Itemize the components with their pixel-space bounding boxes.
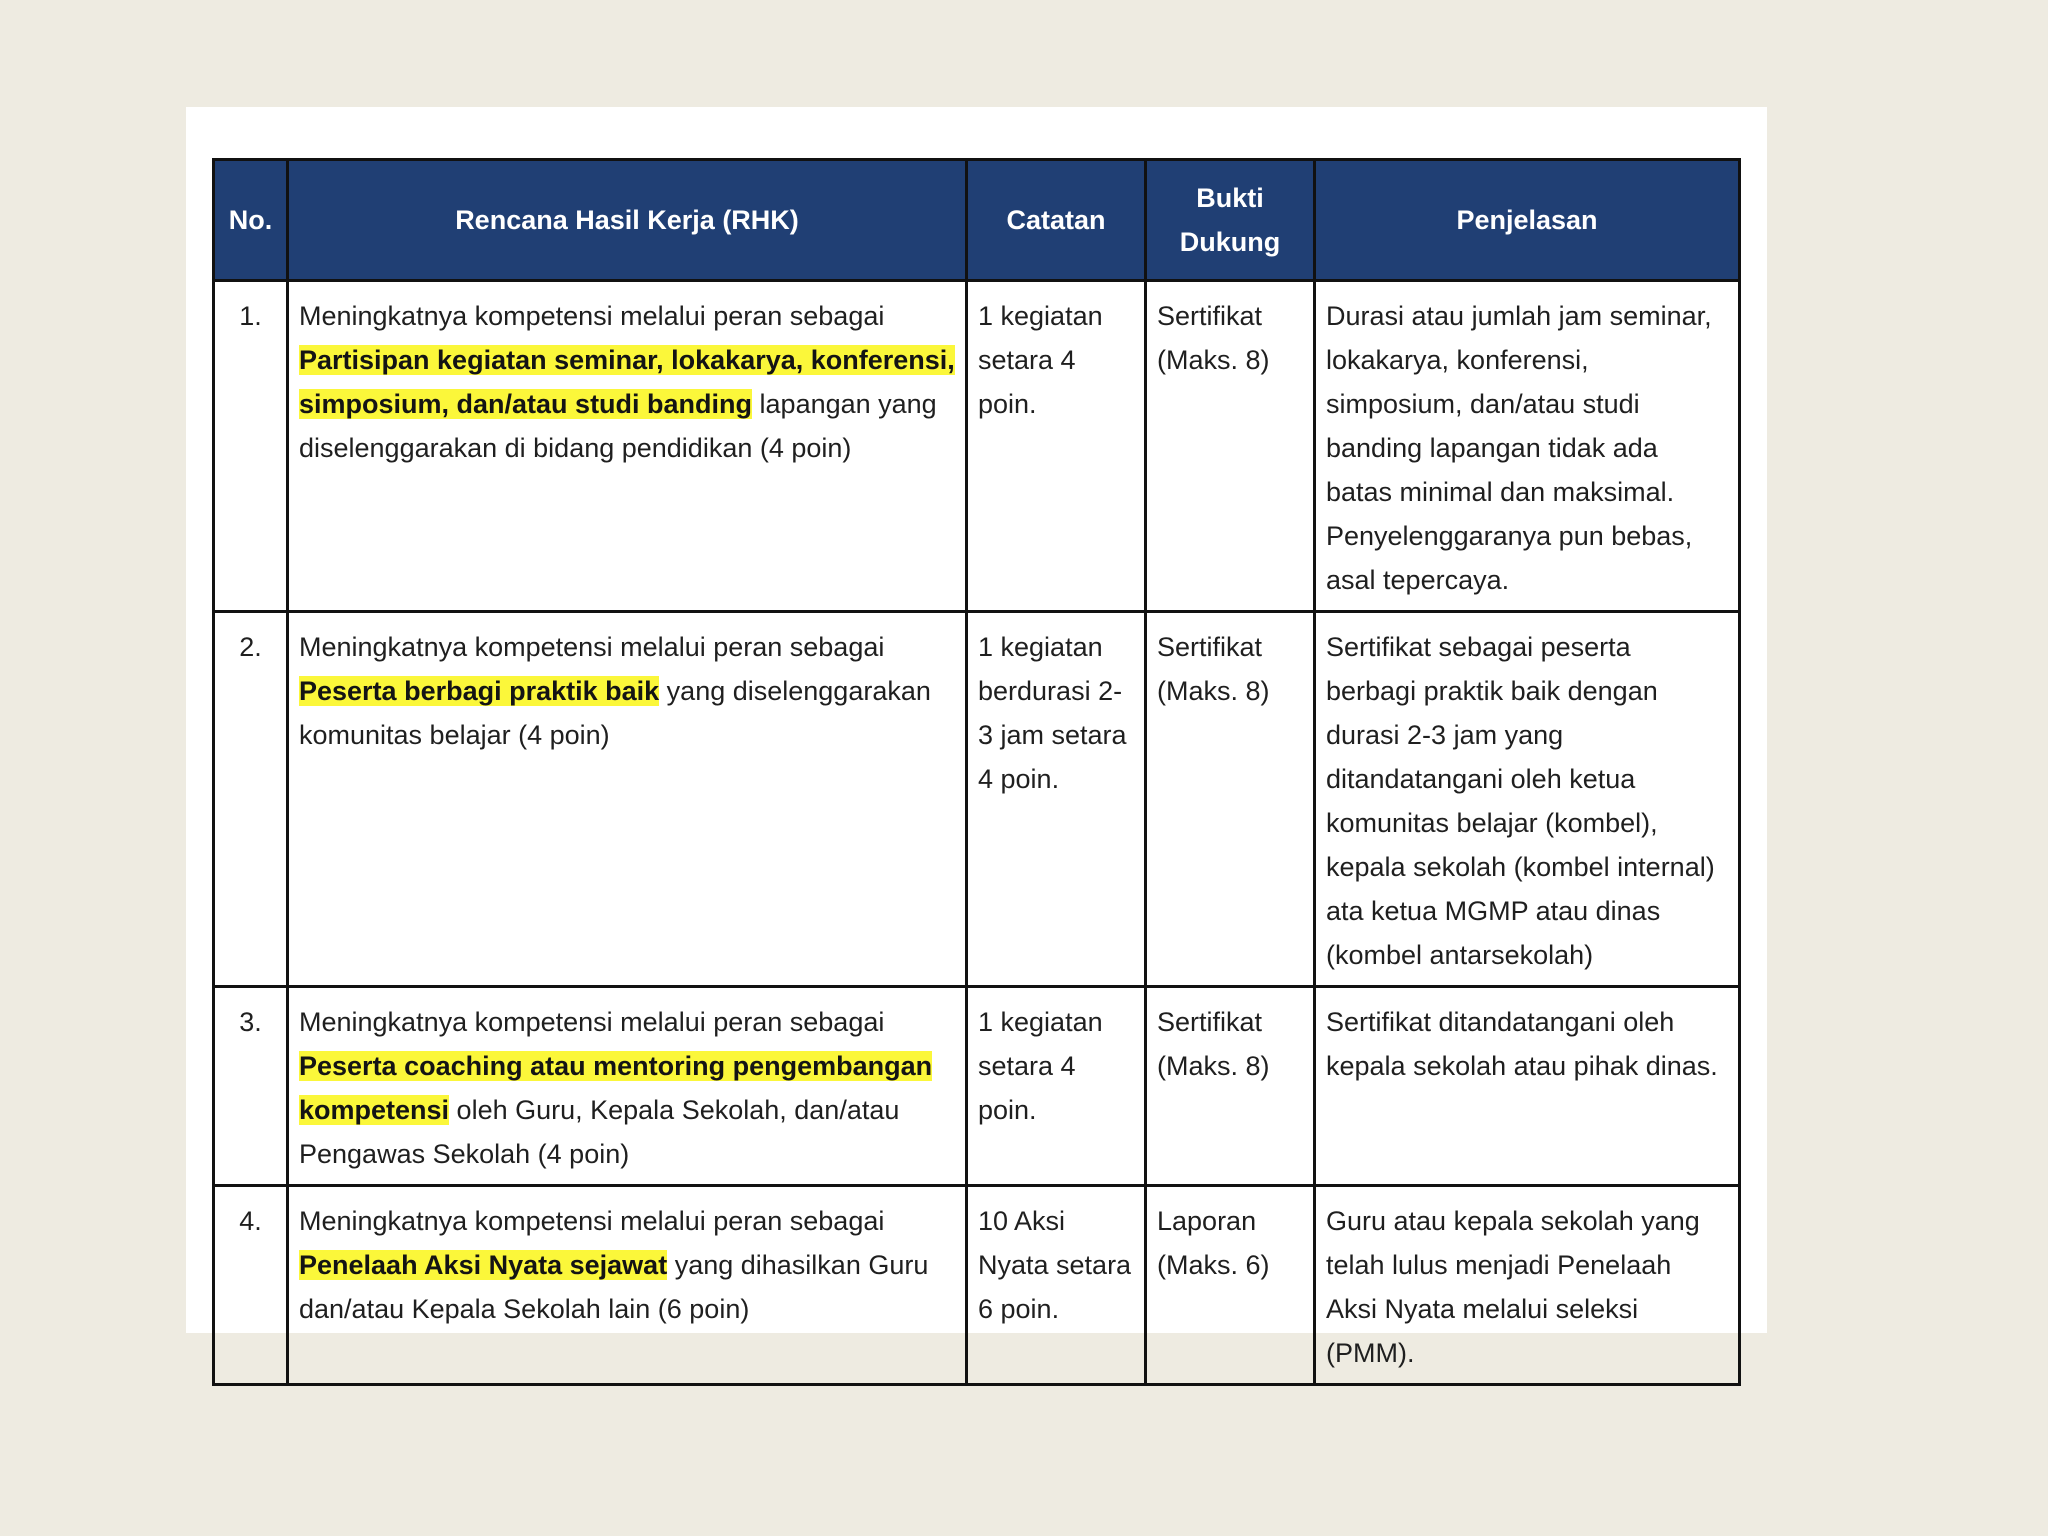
rhk-cell bbox=[288, 987, 967, 1186]
bukti-cell: Sertifikat (Maks. 8) bbox=[1146, 612, 1315, 987]
header-catatan: Catatan bbox=[967, 160, 1146, 281]
catatan-cell: 10 Aksi Nyata setara 6 poin. bbox=[967, 1186, 1146, 1385]
penjelasan-cell: Sertifikat sebagai peserta berbagi praktik baik dengan durasi 2-3 jam yang ditandatangani oleh ketua komunitas belajar (kombel), kepala sekolah (kombel internal) ata ketua MGMP atau dinas (kombel antarsekolah) bbox=[1315, 612, 1740, 987]
catatan-cell: 1 kegiatan setara 4 poin. bbox=[967, 281, 1146, 612]
table-row bbox=[214, 1186, 1740, 1385]
rhk-text-rest: yang diselenggarakan komunitas belajar (4 poin) bbox=[299, 676, 931, 750]
rhk-cell bbox=[288, 1186, 967, 1385]
penjelasan-cell: Durasi atau jumlah jam seminar, lokakarya, konferensi, simposium, dan/atau studi banding lapangan tidak ada batas minimal dan maksimal. Penyelenggaranya pun bebas, asal tepercaya. bbox=[1315, 281, 1740, 612]
bukti-cell: Laporan (Maks. 6) bbox=[1146, 1186, 1315, 1385]
header-rhk: Rencana Hasil Kerja (RHK) bbox=[288, 160, 967, 281]
row-number: 2. bbox=[214, 612, 288, 987]
slide bbox=[186, 107, 1767, 1368]
header-penjelasan: Penjelasan bbox=[1315, 160, 1740, 281]
header-bukti-line2: Dukung bbox=[1179, 227, 1281, 257]
rhk-highlight: Penelaah Aksi Nyata sejawat bbox=[299, 1250, 668, 1280]
rhk-highlight: Partisipan kegiatan seminar, lokakarya, konferensi, simposium, dan/atau studi banding bbox=[299, 345, 955, 419]
header-no: No. bbox=[214, 160, 288, 281]
rhk-text: Meningkatnya kompetensi melalui peran sebagai bbox=[299, 1007, 885, 1037]
rhk-text: Meningkatnya kompetensi melalui peran sebagai bbox=[299, 1206, 885, 1236]
rhk-text-rest: lapangan yang diselenggarakan di bidang pendidikan (4 poin) bbox=[299, 389, 937, 463]
table-row bbox=[214, 987, 1740, 1186]
rhk-table bbox=[212, 158, 1741, 1386]
row-number: 4. bbox=[214, 1186, 288, 1385]
rhk-cell bbox=[288, 612, 967, 987]
header-bukti-line1: Bukti bbox=[1196, 183, 1264, 213]
catatan-cell: 1 kegiatan berdurasi 2-3 jam setara 4 poin. bbox=[967, 612, 1146, 987]
rhk-text-rest: oleh Guru, Kepala Sekolah, dan/atau Pengawas Sekolah (4 poin) bbox=[299, 1095, 900, 1169]
header-row bbox=[214, 160, 1740, 281]
rhk-text: Meningkatnya kompetensi melalui peran sebagai bbox=[299, 301, 885, 331]
penjelasan-cell: Sertifikat ditandatangani oleh kepala sekolah atau pihak dinas. bbox=[1315, 987, 1740, 1186]
rhk-highlight: Peserta berbagi praktik baik bbox=[299, 676, 660, 706]
table-row bbox=[214, 281, 1740, 612]
bukti-cell: Sertifikat (Maks. 8) bbox=[1146, 281, 1315, 612]
rhk-highlight: Peserta coaching atau mentoring pengembangan kompetensi bbox=[299, 1051, 933, 1125]
rhk-text: Meningkatnya kompetensi melalui peran sebagai bbox=[299, 632, 885, 662]
rhk-text-rest: yang dihasilkan Guru dan/atau Kepala Sekolah lain (6 poin) bbox=[299, 1250, 929, 1324]
rhk-cell bbox=[288, 281, 967, 612]
table-row bbox=[214, 612, 1740, 987]
header-bukti-dukung bbox=[1146, 160, 1315, 281]
penjelasan-cell: Guru atau kepala sekolah yang telah lulus menjadi Penelaah Aksi Nyata melalui seleksi (PMM). bbox=[1315, 1186, 1740, 1385]
bukti-cell: Sertifikat (Maks. 8) bbox=[1146, 987, 1315, 1186]
row-number: 3. bbox=[214, 987, 288, 1186]
catatan-cell: 1 kegiatan setara 4 poin. bbox=[967, 987, 1146, 1186]
row-number: 1. bbox=[214, 281, 288, 612]
